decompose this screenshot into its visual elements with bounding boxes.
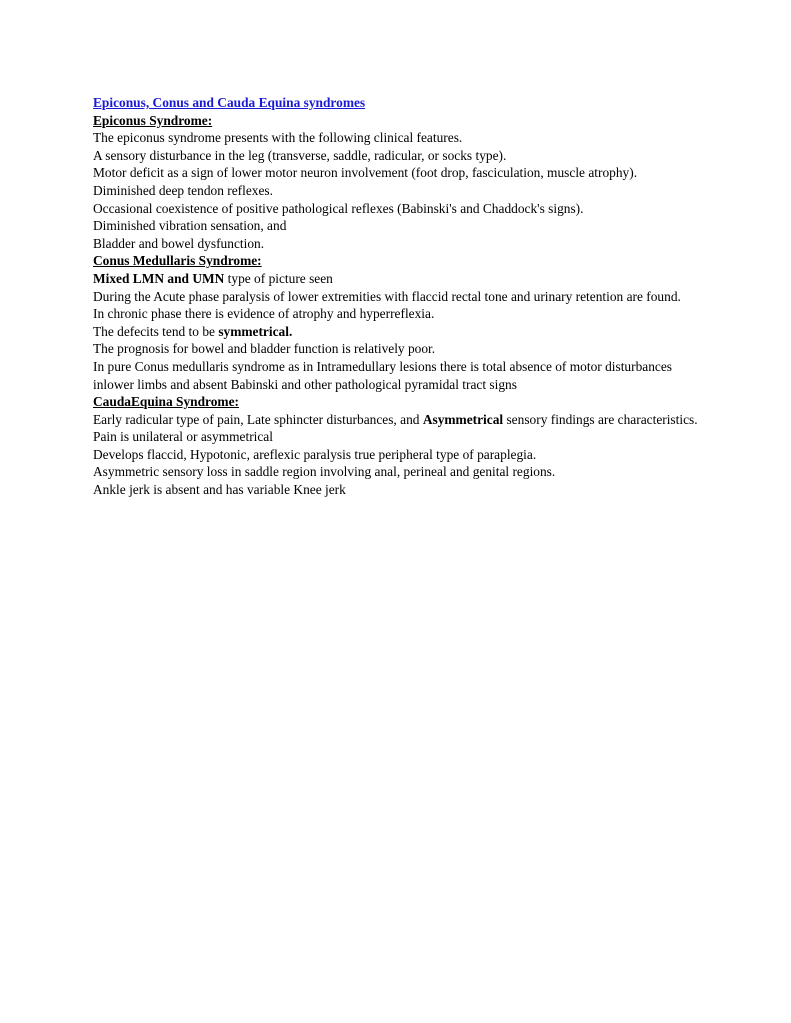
cauda-asymmetric-line: Asymmetric sensory loss in saddle region involving anal, perineal and genital regions. [93, 464, 556, 480]
conus-mixed-line [93, 270, 713, 288]
document-page [93, 94, 713, 499]
epiconus-line-4: Diminished deep tendon reflexes. [93, 182, 273, 198]
conus-defects-prefix: The defecits tend to be [93, 323, 219, 339]
epiconus-line-1: The epiconus syndrome presents with the following clinical features. [93, 130, 463, 146]
conus-mixed-bold: Mixed LMN and UMN [93, 270, 225, 286]
cauda-ankle-line: Ankle jerk is absent and has variable Knee jerk [93, 482, 346, 498]
conus-heading: Conus Medullaris Syndrome: [93, 253, 262, 269]
epiconus-line-7: Bladder and bowel dysfunction. [93, 235, 265, 251]
epiconus-line-5: Occasional coexistence of positive pathological reflexes (Babinski's and Chaddock's signs). [93, 200, 584, 216]
conus-defects-bold: symmetrical. [218, 323, 293, 339]
title-link[interactable]: Epiconus, Conus and Cauda Equina syndromes [93, 95, 366, 110]
conus-chronic-line: In chronic phase there is evidence of atrophy and hyperreflexia. [93, 306, 435, 322]
epiconus-line-6: Diminished vibration sensation, and [93, 218, 287, 234]
cauda-early-line [93, 411, 713, 429]
cauda-pain-line: Pain is unilateral or asymmetrical [93, 429, 273, 445]
cauda-early-prefix: Early radicular type of pain, Late sphincter disturbances, and [93, 411, 423, 427]
conus-defects-line [93, 323, 713, 341]
conus-pure-line: In pure Conus medullaris syndrome as in Intramedullary lesions there is total absence of motor disturbances inlower limbs and absent Babinski and other pathological pyramidal tract signs [93, 358, 673, 392]
conus-prognosis-line: The prognosis for bowel and bladder function is relatively poor. [93, 341, 436, 357]
cauda-early-bold: Asymmetrical [422, 411, 504, 427]
cauda-heading: CaudaEquina Syndrome: [93, 394, 239, 410]
epiconus-line-3: Motor deficit as a sign of lower motor neuron involvement (foot drop, fasciculation, muscle atrophy). [93, 165, 638, 181]
conus-acute-line: During the Acute phase paralysis of lower extremities with flaccid rectal tone and urinary retention are found. [93, 288, 681, 304]
conus-mixed-rest: type of picture seen [224, 270, 333, 286]
cauda-develops-line: Develops flaccid, Hypotonic, areflexic paralysis true peripheral type of paraplegia. [93, 446, 537, 462]
epiconus-line-2: A sensory disturbance in the leg (transverse, saddle, radicular, or socks type). [93, 147, 507, 163]
epiconus-heading: Epiconus Syndrome: [93, 112, 213, 128]
cauda-early-suffix: sensory findings are characteristics. [503, 411, 698, 427]
